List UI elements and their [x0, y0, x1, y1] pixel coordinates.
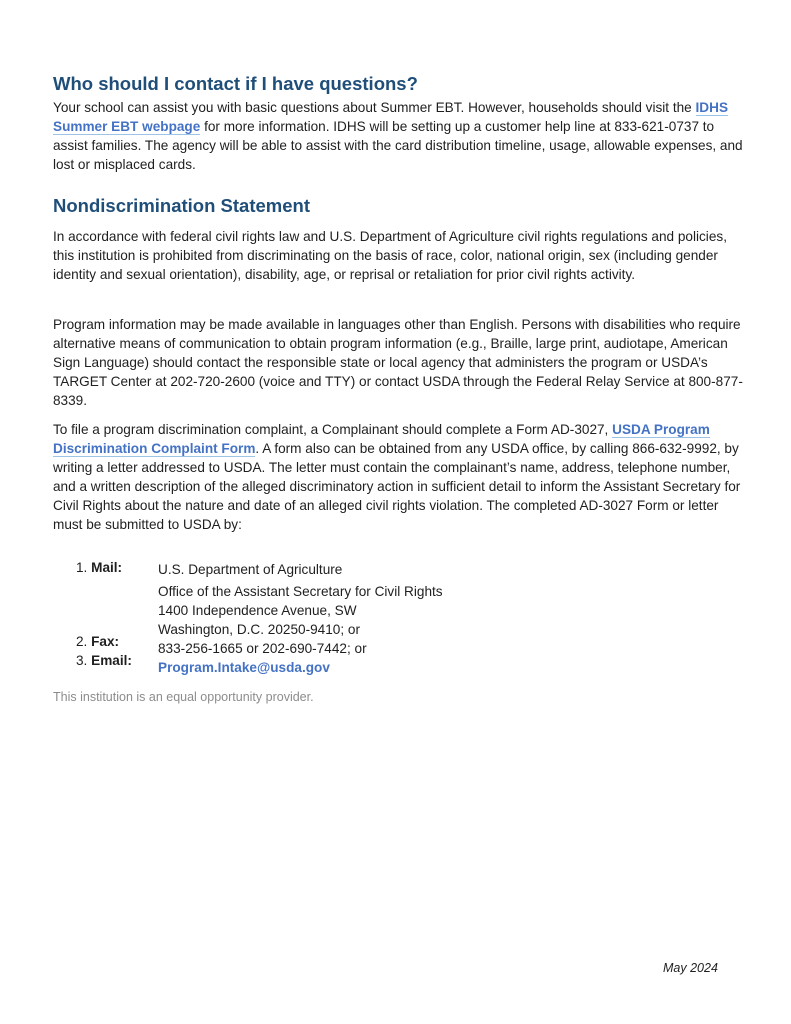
- fax-label: [76, 632, 119, 651]
- contact-heading: Who should I contact if I have questions?: [53, 73, 418, 94]
- idhs-summer-ebt-link[interactable]: IDHS Summer EBT webpage: [53, 100, 729, 134]
- complaint-form-link[interactable]: USDA Program Discrimination Complaint Form: [53, 422, 710, 456]
- email-link[interactable]: Program.Intake@usda.gov: [158, 660, 330, 675]
- contact-text-before-link: Your school can assist you with basic questions about Summer EBT. However, households should visit the: [53, 100, 696, 115]
- contact-text-after-link: for more information. IDHS will be setting up a customer help line at 833-621-0737 to assist families. The agency will be able to assist with the card distribution timeline, usage, allowable expenses, and lost or misplaced cards.: [53, 119, 743, 172]
- nondiscrimination-paragraph-2: Program information may be made available in languages other than English. Persons with disabilities who require alternative means of communication to obtain program information (e.g., Braille, large print, audiotape, American Sign Language) should contact the responsible state or local agency that administers the program or USDA’s TARGET Center at 202-720-2600 (voice and TTY) or contact USDA through the Federal Relay Service at 800-877-8339.: [53, 317, 743, 408]
- nondiscrimination-paragraph-1: In accordance with federal civil rights law and U.S. Department of Agriculture civil rights regulations and policies, this institution is prohibited from discriminating on the basis of race, color, national origin, sex (including gender identity and sexual orientation), disability, age, or reprisal or retaliation for prior civil rights activity.: [53, 229, 727, 282]
- nondiscrimination-paragraph-3: [53, 420, 745, 534]
- equal-opportunity-note: This institution is an equal opportunity provider.: [53, 690, 314, 704]
- fax-number: 2.: [76, 634, 88, 649]
- email-label-text: Email:: [91, 653, 132, 668]
- mail-address-line-3: 1400 Independence Avenue, SW: [158, 603, 357, 618]
- mail-label: [76, 558, 122, 577]
- contact-paragraph: [53, 98, 745, 174]
- nondiscrimination-heading: Nondiscrimination Statement: [53, 195, 310, 216]
- fax-numbers: 833-256-1665 or 202-690-7442; or: [158, 641, 367, 656]
- complaint-text-after-link: . A form also can be obtained from any USDA office, by calling 866-632-9992, by writing a letter addressed to USDA. The letter must contain the complainant’s name, address, telephone number, and a written description of the alleged discriminatory action in sufficient detail to inform the Assistant Secretary for Civil Rights about the nature and date of an alleged civil rights violation. The completed AD-3027 Form or letter must be submitted to USDA by:: [53, 441, 741, 532]
- complaint-text-before-link: To file a program discrimination complaint, a Complainant should complete a Form AD-3027,: [53, 422, 613, 437]
- mail-address-line-4: Washington, D.C. 20250-9410; or: [158, 622, 361, 637]
- fax-label-text: Fax:: [91, 634, 120, 649]
- mail-address-line-2: Office of the Assistant Secretary for Civil Rights: [158, 584, 443, 599]
- mail-label-text: Mail:: [91, 560, 123, 575]
- mail-address-line-1: U.S. Department of Agriculture: [158, 562, 343, 577]
- document-date: May 2024: [663, 961, 718, 975]
- email-label: [76, 651, 132, 670]
- email-number: 3.: [76, 653, 88, 668]
- mail-number: 1.: [76, 560, 88, 575]
